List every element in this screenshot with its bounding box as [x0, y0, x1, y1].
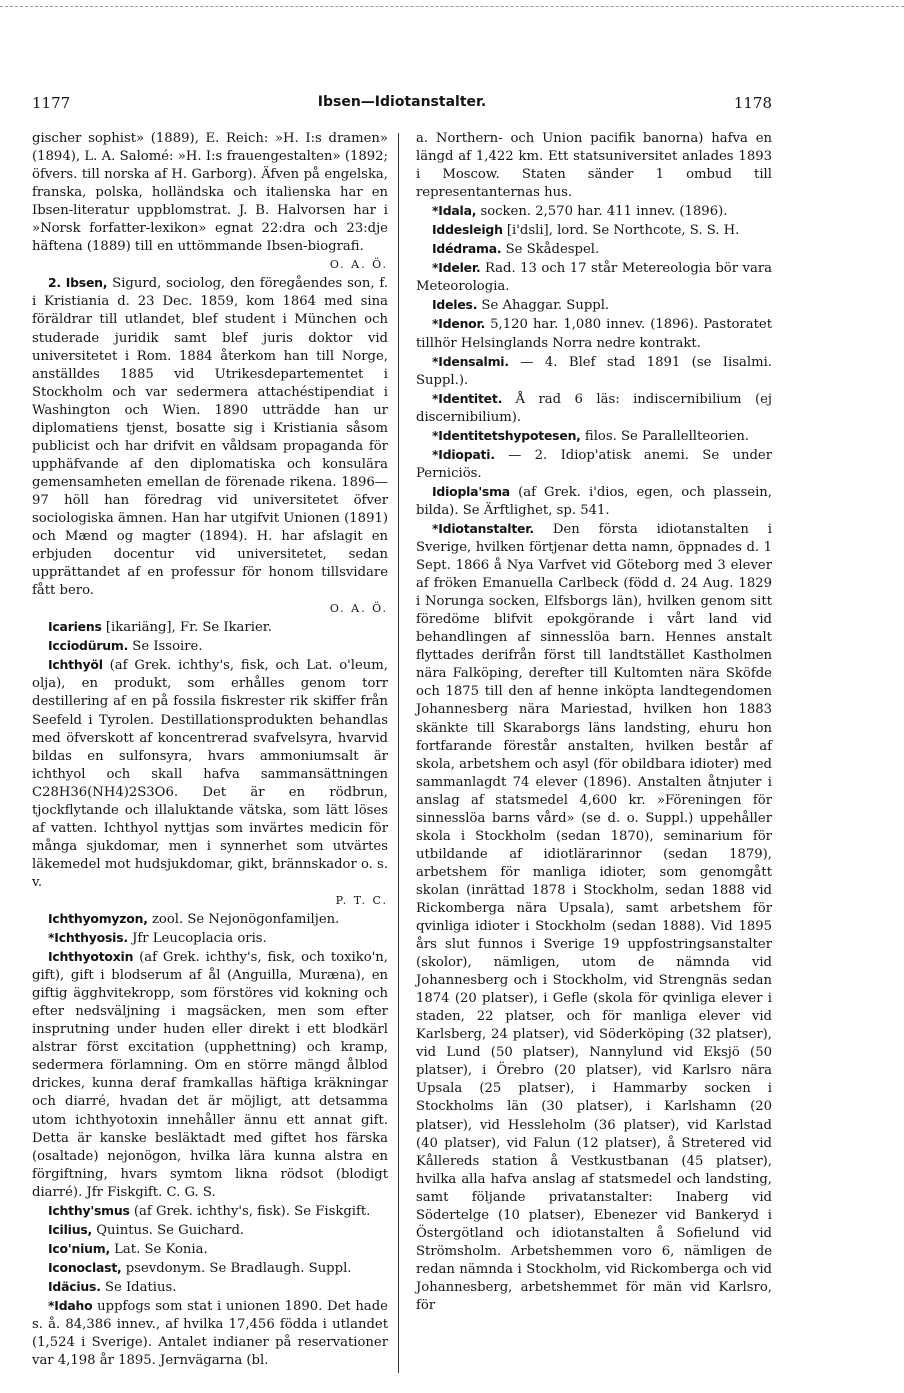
entry-iddesleigh: Iddesleigh [i'dsli], lord. Se Northcote, S. S. H. [432, 222, 740, 239]
headword: *Idala, [432, 203, 477, 219]
entry-idiopati: *Idiopati. — 2. Idiop'atisk anemi. Se under Perniciös. [416, 446, 772, 481]
headword: Icariens [48, 619, 102, 635]
headword: *Idaho [48, 1298, 93, 1313]
page-header [32, 88, 772, 118]
headword: Icilius, [48, 1221, 92, 1237]
entry-identitetshypotesen: *Identitetshypotesen, filos. Se Parallellteorien. [432, 427, 750, 444]
headword: Iconoclast, [48, 1259, 122, 1275]
headword: Idiopla'sma [432, 483, 510, 499]
entry-idenor: *Idenor. 5,120 har. 1,080 innev. (1896). Pastoratet tillhör Helsinglands Norra nedre kontrakt. [416, 316, 772, 351]
headword: *Idensalmi. [432, 353, 509, 369]
headword: *Idiopati. [432, 446, 495, 462]
headword: Ichthyomyzon, [48, 911, 148, 927]
entry-idala: *Idala, socken. 2,570 har. 411 innev. (1896). [432, 203, 728, 220]
entry-continuation: a. Northern- och Union pacifik banorna) hafva en längd af 1,422 km. Ett statsuniversitet anlades 1893 i Moscow. Staten sänder 1 ombud till representanternas hus. [416, 131, 772, 201]
entry-icariens: Icariens [ikariäng], Fr. Se Ikarier. [48, 619, 272, 636]
headword: *Ichthyosis. [48, 930, 128, 946]
entry-idensalmi: *Idensalmi. — 4. Blef stad 1891 (se Iisalmi. Suppl.). [416, 353, 772, 388]
entry-ichthysmus: Ichthy'smus (af Grek. ichthy's, fisk). Se Fiskgift. [48, 1202, 371, 1219]
author-signature: O. A. Ö. [329, 258, 388, 272]
entry-identitet: *Identitet. Å rad 6 läs: indiscernibilium (ej discernibilium). [416, 390, 772, 425]
entry-ideles: Ideles. Se Ahaggar. Suppl. [432, 297, 610, 314]
entry-ichthyomyzon: Ichthyomyzon, zool. Se Nejonögonfamiljen. [48, 911, 340, 928]
entry-iconium: Ico'nium, Lat. Se Konia. [48, 1240, 208, 1257]
headword: 2. Ibsen, [48, 275, 108, 291]
entry-ichthyosis: *Ichthyosis. Jfr Leucoplacia oris. [48, 930, 267, 947]
running-head: Ibsen—Idiotanstalter. [317, 94, 487, 110]
headword: Ichthyöl [48, 657, 103, 673]
entry-ichthyotoxin: Ichthyotoxin (af Grek. ichthy's, fisk, och toxiko'n, gift), gift i blodserum af ål (Anguilla, Muræna), en giftig ägghvitekropp, som förstöres vid kokning och efter nedsväljning i magsäcken, men som efter insprutning under huden eller direkt i ett blodkärl alstrar först excitation (upphettning) och kramp, sedermera förlamning. Om en större mängd ålblod drickes, kunna deraf framkallas häftiga kräkningar och diarré, hvadan det är möjligt, att detsamma utom ichthyotoxin innehåller ännu ett annat gift. Detta är kanske besläktadt med giftet hos färska (osaltade) nejonögon, hvilka lära kunna alstra en förgiftning, hvars symtom likna rödsot (blodigt diarré). Jfr Fiskgift. C. G. S. [32, 949, 388, 1200]
entry-idaho: *Idaho uppfogs som stat i unionen 1890. Det hade s. å. 84,386 innev., af hvilka 17,456 födda i utlandet (1,524 i Sverige). Antalet indianer på reservationer var 4,198 år 1895. Jernvägarna (bl. [32, 1298, 388, 1369]
right-column [416, 130, 772, 1315]
headword: Iddesleigh [432, 222, 503, 238]
entry-idioplasma: Idiopla'sma (af Grek. i'dios, egen, och plassein, bilda). Se Ärftlighet, sp. 541. [416, 483, 772, 518]
top-scan-rule [0, 6, 904, 7]
entry-ideler: *Ideler. Rad. 13 och 17 står Metereologia bör vara Meteorologia. [416, 260, 772, 295]
entry-icciodurum: Icciodürum. Se Issoire. [48, 638, 203, 655]
entry-ibsen-sigurd: 2. Ibsen, Sigurd, sociolog, den föregåendes son, f. i Kristiania d. 23 Dec. 1859, kom 1864 med sina föräldrar till utlandet, blef student i München och studerade juridik samt blef juris doktor vid universitetet i Rom. 1884 återkom han till Norge, anställdes 1885 vid Utrikesdepartementet i Stockholm och var sedermera attachéstipendiat i Washington och Wien. 1890 utträdde han ur diplomatiens tjenst, bosatte sig i Kristiania såsom publicist och har drifvit en våldsam propaganda för upphäfvande af den diplomatiska och konsulära gemensamheten emellan de förenade rikena. 1896—97 höll han föredrag vid universitetet öfver sociologiska ämnen. Han har utgifvit Unionen (1891) och Mænd og magter (1894). H. har afslagit en erbjuden docentur vid universitetet, sedan upprättandet af en professur för honom tillsvidare fått bero. [32, 275, 388, 599]
headword: *Identitetshypotesen, [432, 427, 581, 443]
headword: Ichthy'smus [48, 1202, 130, 1218]
headword: Idäcius. [48, 1278, 101, 1294]
headword: Idédrama. [432, 241, 502, 257]
headword: *Idenor. [432, 316, 486, 332]
entry-icilius: Icilius, Quintus. Se Guichard. [48, 1221, 245, 1238]
headword: Ico'nium, [48, 1240, 110, 1256]
entry-continuation: gischer sophist» (1889), E. Reich: »H. I:s dramen» (1894), L. A. Salomé: »H. I:s frauengestalten» (1892; öfvers. till norska af H. Garborg). Äfven på engelska, franska, polska, holländska och italienska har en Ibsen-literatur uppblomstrat. J. B. Halvorsen har i »Norsk forfatter-lexikon» egnat 22:dra och 23:dje häftena (1889) till en uttömmande Ibsen-biografi. [32, 131, 388, 255]
headword: Icciodürum. [48, 638, 129, 654]
column-divider [398, 133, 399, 1373]
author-signature: P. T. C. [335, 893, 388, 907]
entry-iconoclast: Iconoclast, psevdonym. Se Bradlaugh. Suppl. [48, 1259, 352, 1276]
page-number-left: 1177 [32, 94, 71, 112]
left-column [32, 130, 388, 1370]
headword: *Ideler. [432, 260, 481, 276]
author-signature: O. A. Ö. [329, 602, 388, 616]
headword: Ichthyotoxin [48, 949, 134, 965]
headword: *Idiotanstalter. [432, 520, 534, 536]
headword: *Identitet. [432, 390, 503, 406]
headword: Ideles. [432, 297, 478, 313]
entry-idacius: Idäcius. Se Idatius. [48, 1278, 177, 1295]
entry-idedrama: Idédrama. Se Skådespel. [432, 241, 600, 258]
entry-idiotanstalter: *Idiotanstalter. Den första idiotanstalten i Sverige, hvilken förtjenar detta namn, öppnades d. 1 Sept. 1866 å Nya Varfvet vid Göteborg med 3 elever af fröken Emanuella Carlbeck (född d. 24 Aug. 1829 i Norunga socken, Elfsborgs län), hvilken genom sitt föredöme blifvit epokgörande i vårt land vid behandlingen af sinnesslöa barn. Hennes anstalt flyttades derifrån först till landtstället Kastholmen nära Falköping, derefter till Kultomten nära Sköfde och 1875 till den af henne inköpta landtegendomen Johannesberg nära Mariestad, hvilken hon 1883 skänkte till Skaraborgs läns landsting, ehuru hon fortfarande förestår anstalten, hvilken består af skola, arbetshem och asyl (för obildbara idioter) med sammanlagdt 74 elever (1896). Anstalten åtnjuter i anslag af statsmedel 4,600 kr. »Föreningen för sinnesslöa barns vård» (se d. o. Suppl.) uppehåller skola i Stockholm (sedan 1870), seminarium för utbildande af idiotlärarinnor (sedan 1879), arbetshem för manliga idioter, som genomgått skolan (inrättad 1878 i Stockholm, sedan 1888 vid Rickomberga nära Upsala), samt arbetshem för qvinliga idioter i Stockholm (sedan 1888). Vid 1895 års slut funnos i Sverige 19 uppfostringsanstalter (skolor), nämligen, utom de nämnda vid Johannesberg och i Stockholm, vid Strengnäs sedan 1874 (20 platser), i Gefle (skola för qvinliga elever i staden, 22 platser, och för manliga elever vid Karlsberg, 24 platser), vid Söderköping (32 platser), vid Lund (50 platser), Nannylund vid Eksjö (50 platser), i Örebro (20 platser), vid Karlsro nära Upsala (25 platser), i Hammarby socken i Stockholms län (30 platser), i Karlshamn (20 platser), vid Hessleholm (36 platser), vid Karlstad (40 platser), vid Falun (12 platser), å Stretered vid Kållereds station å Vestkustbanan (45 platser), hvilka alla hafva anslag af statsmedel och landsting, samt följande privatanstalter: Inaberg vid Södertelge (10 platser), Ebenezer vid Bankeryd i Östergötland och idiotanstalten å Sofielund vid Strömsholm. Arbetshemmen voro 6, nämligen de redan nämnda i Stockholm, vid Rickomberga och vid Johannesberg, arbetshemmet för män vid Karlsro, för [416, 520, 772, 1313]
page-number-right: 1178 [733, 94, 772, 112]
entry-ichthyol: Ichthyöl (af Grek. ichthy's, fisk, och Lat. o'leum, olja), en produkt, som erhålles genom torr destillering af en på fossila fiskrester rik skiffer från Seefeld i Tyrolen. Destillationsprodukten behandlas med öfverskott af koncentrerad svafvelsyra, hvarvid bildas en sulfonsyra, hvars ammoniumsalt är ichthyol och skall hafva sammansättningen C28H36(NH4)2S3O6. Det är en rödbrun, tjockflytande och illaluktande vätska, som lätt löses af vatten. Ichthyol nyttjas som invärtes medicin för många sjukdomar, men i synnerhet som utvärtes läkemedel mot hudsjukdomar, gikt, brännskador o. s. v. [32, 657, 389, 890]
